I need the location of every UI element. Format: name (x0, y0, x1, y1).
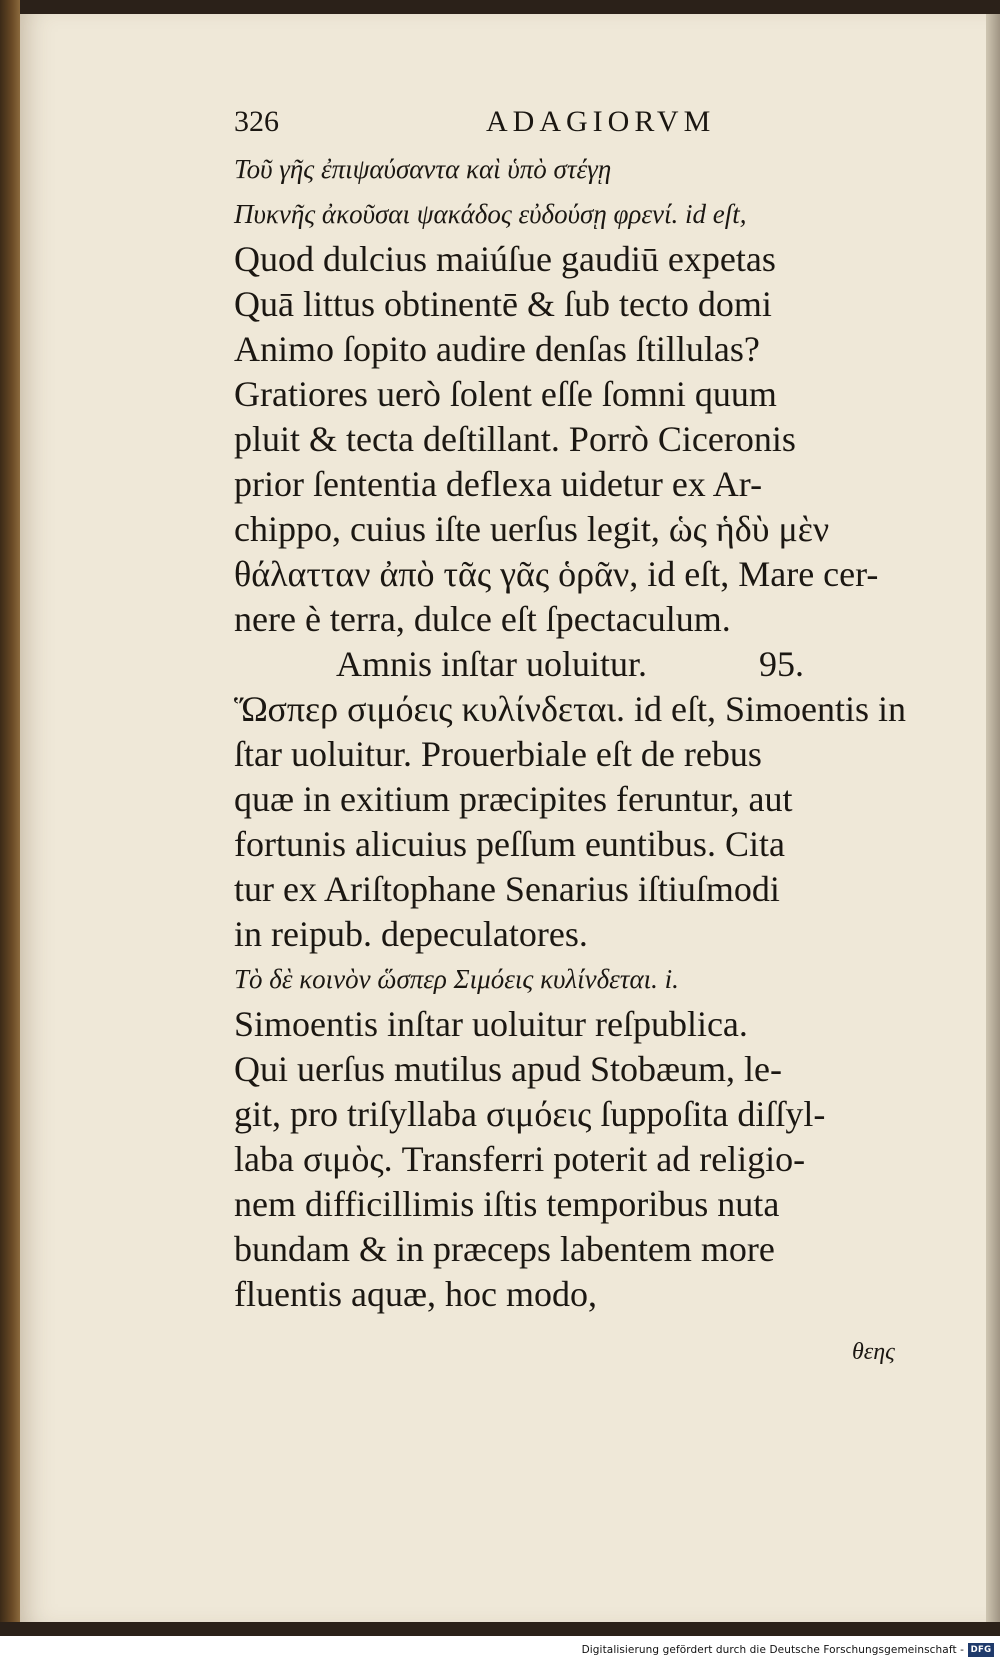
page-text (234, 105, 934, 1317)
text-line: Τὸ δὲ κοινὸν ὥσπερ Σιμόεις κυλίνδεται. i. (234, 964, 679, 994)
adage-number: 95. (759, 644, 804, 684)
text-line: git, pro triſyllaba σιμόεις ſuppoſita diſſyl- (234, 1094, 826, 1134)
text-line: Simoentis inſtar uoluitur reſpublica. (234, 1004, 748, 1044)
text-line: pluit & tecta deſtillant. Porrò Ciceronis (234, 419, 796, 459)
text-line: fluentis aquæ, hoc modo, (234, 1274, 597, 1314)
text-line: bundam & in præceps labentem more (234, 1229, 775, 1269)
page-right-edge (986, 14, 1000, 1624)
text-line: Ὥσπερ σιμόεις κυλίνδεται. id eſt, Simoentis in (234, 689, 907, 729)
dfg-logo-icon: DFG (968, 1643, 994, 1657)
text-line: Gratiores uerò ſolent eſſe ſomni quum (234, 374, 777, 414)
adage-title: Amnis inſtar uoluitur. (336, 644, 647, 684)
text-line: laba σιμὸς. Transferri poterit ad religio- (234, 1139, 806, 1179)
text-line: Qui uerſus mutilus apud Stobæum, le- (234, 1049, 782, 1089)
text-line: nere è terra, dulce eſt ſpectaculum. (234, 599, 731, 639)
text-line: θάλατταν ἀπὸ τᾶς γᾶς ὁρᾶν, id eſt, Mare cer- (234, 554, 879, 594)
text-line: in reipub. depeculatores. (234, 914, 588, 954)
book-spine-edge (0, 0, 20, 1640)
text-line: Animo ſopito audire denſas ſtillulas? (234, 329, 760, 369)
text-line: Πυκνῆς ἀκοῦσαι ψακάδος εὐδούσῃ φρενί. id eſt, (234, 199, 747, 229)
page-header (234, 105, 934, 147)
page-number: 326 (234, 105, 279, 138)
text-line: quæ in exitium præcipites feruntur, aut (234, 779, 793, 819)
text-line: Quā littus obtinentē & ſub tecto domi (234, 284, 772, 324)
catchword: θεης (852, 1339, 895, 1365)
text-line: nem difficillimis iſtis temporibus nuta (234, 1184, 780, 1224)
adage-heading (234, 642, 934, 687)
text-line: prior ſententia deflexa uidetur ex Ar- (234, 464, 763, 504)
text-line: ſtar uoluitur. Prouerbiale eſt de rebus (234, 734, 762, 774)
text-line: Τοῦ γῆς ἐπιψαύσαντα καὶ ὑπὸ στέγῃ (234, 154, 612, 184)
digitization-credit: Digitalisierung gefördert durch die Deutsche Forschungsgemeinschaft - (581, 1644, 964, 1656)
scan-top-border (0, 0, 1000, 14)
scan-bottom-border (0, 1622, 1000, 1636)
text-line: Quod dulcius maiúſue gaudiū expetas (234, 239, 776, 279)
text-line: fortunis alicuius peſſum euntibus. Cita (234, 824, 785, 864)
running-head: ADAGIORVM (486, 105, 716, 138)
text-line: chippo, cuius iſte uerſus legit, ὡς ἡδὺ μὲν (234, 509, 830, 549)
text-line: tur ex Ariſtophane Senarius iſtiuſmodi (234, 869, 780, 909)
